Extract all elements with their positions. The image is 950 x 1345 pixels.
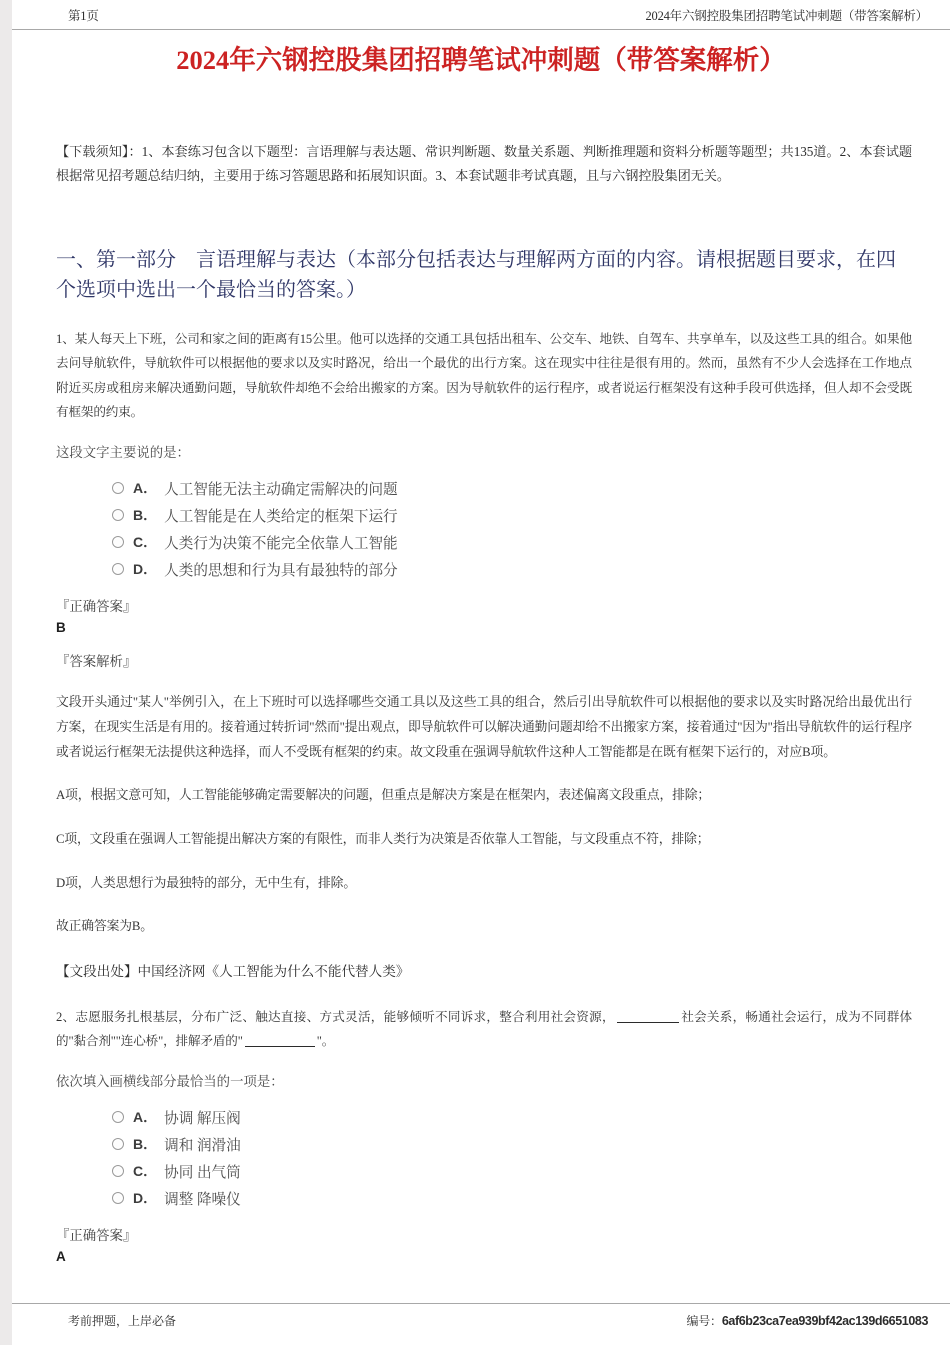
question-block bbox=[56, 1005, 912, 1267]
option-analysis-d: D项，人类思想行为最独特的部分，无中生有，排除。 bbox=[56, 875, 356, 890]
option-text: 人工智能是在人类给定的框架下运行 bbox=[164, 508, 398, 525]
option-analysis-c: C项，文段重在强调人工智能提出解决方案的有限性，而非人类行为决策是否依靠人工智能，与文段重点不符，排除； bbox=[56, 832, 710, 847]
radio-button-icon[interactable] bbox=[112, 1138, 124, 1150]
option-text: 调和 润滑油 bbox=[164, 1137, 241, 1154]
correct-answer-value: B bbox=[56, 619, 66, 635]
option-text: 人工智能无法主动确定需解决的问题 bbox=[164, 481, 398, 498]
option-row[interactable] bbox=[112, 1185, 912, 1212]
footer-serial bbox=[686, 1312, 928, 1329]
question-stem-part1: 2、志愿服务扎根基层，分布广泛、触达直接、方式灵活，能够倾听不同诉求，整合利用社会资源， bbox=[56, 1009, 615, 1024]
running-footer bbox=[12, 1303, 950, 1331]
option-letter: B． bbox=[133, 1136, 158, 1153]
fill-blank bbox=[245, 1046, 315, 1047]
header-document-name: 2024年六钢控股集团招聘笔试冲刺题（带答案解析） bbox=[645, 9, 928, 23]
option-row[interactable] bbox=[112, 1131, 912, 1158]
radio-button-icon[interactable] bbox=[112, 482, 124, 494]
option-text: 调整 降噪仪 bbox=[164, 1191, 241, 1208]
option-letter: D． bbox=[133, 1190, 158, 1207]
left-edge-strip bbox=[0, 0, 12, 1345]
option-row[interactable] bbox=[112, 556, 912, 583]
option-list bbox=[56, 475, 912, 583]
option-row[interactable] bbox=[112, 1104, 912, 1131]
download-notice: 【下载须知】：1、本套练习包含以下题型：言语理解与表达题、常识判断题、数量关系题、判断推理题和资料分析题等题型；共135道。2、本套试题根据常见招考题总结归纳，主要用于练习答题思路和拓展知识面。3、本套试题非考试真题，且与六钢控股集团无关。 bbox=[56, 144, 912, 184]
option-letter: D． bbox=[133, 561, 158, 578]
radio-button-icon[interactable] bbox=[112, 1111, 124, 1123]
option-row[interactable] bbox=[112, 529, 912, 556]
option-text: 协调 解压阀 bbox=[164, 1110, 241, 1127]
radio-button-icon[interactable] bbox=[112, 536, 124, 548]
answer-explanation: 文段开头通过"某人"举例引入，在上下班时可以选择哪些交通工具以及这些工具的组合，然后引出导航软件可以根据他的要求以及实时路况给出最优出行方案，在现实生活是有用的。接着通过转折词"然而"提出观点，即导航软件可以解决通勤问题却给不出搬家方案，接着通过"因为"指出导航软件的运行程序或者说运行框架无法提供这种选择，而人不受既有框架的约束。故文段重在强调导航软件这种人工智能都是在既有框架下运行的，对应B项。 bbox=[56, 694, 912, 759]
document-page bbox=[12, 0, 950, 1345]
radio-button-icon[interactable] bbox=[112, 1165, 124, 1177]
option-letter: C． bbox=[133, 1163, 158, 1180]
correct-answer-label: 『正确答案』 bbox=[56, 598, 137, 614]
radio-button-icon[interactable] bbox=[112, 509, 124, 521]
question-prompt: 这段文字主要说的是： bbox=[56, 445, 190, 461]
question-stem-part2: 社会关系，畅通社会运行，成为不同群体的"黏合剂""连心桥"，排解矛盾的" bbox=[56, 1009, 912, 1049]
radio-button-icon[interactable] bbox=[112, 1192, 124, 1204]
option-letter: A． bbox=[133, 480, 158, 497]
fill-blank bbox=[617, 1022, 679, 1023]
running-header bbox=[12, 0, 950, 30]
option-letter: A． bbox=[133, 1109, 158, 1126]
question-stem-part3: "。 bbox=[316, 1034, 335, 1049]
serial-label: 编号： bbox=[686, 1314, 722, 1328]
option-list bbox=[56, 1104, 912, 1212]
question-block bbox=[56, 327, 912, 983]
answer-conclusion: 故正确答案为B。 bbox=[56, 919, 153, 934]
option-text: 人类的思想和行为具有最独特的部分 bbox=[164, 562, 398, 579]
question-stem: 1、某人每天上下班，公司和家之间的距离有15公里。他可以选择的交通工具包括出租车、公交车、地铁、自驾车、共享单车，以及这些工具的组合。如果他去问导航软件，导航软件可以根据他的要求以及实时路况，给出一个最优的出行方案。这在现实中往往是很有用的。然而，虽然有不少人会选择在工作地点附近买房或租房来解决通勤问题，导航软件却绝不会给出搬家的方案。因为导航软件的运行程序，或者说运行框架没有这种手段可供选择，但人却不会受既有框架的约束。 bbox=[56, 331, 912, 420]
option-text: 人类行为决策不能完全依靠人工智能 bbox=[164, 535, 398, 552]
serial-value: 6af6b23ca7ea939bf42ac139d6651083 bbox=[721, 1314, 928, 1328]
passage-source: 【文段出处】中国经济网《人工智能为什么不能代替人类》 bbox=[56, 964, 410, 980]
page-title: 2024年六钢控股集团招聘笔试冲刺题（带答案解析） bbox=[176, 45, 786, 75]
option-letter: C． bbox=[133, 534, 158, 551]
option-letter: B． bbox=[133, 507, 158, 524]
option-analysis-a: A项，根据文意可知，人工智能能够确定需要解决的问题，但重点是解决方案是在框架内，表述偏离文段重点，排除； bbox=[56, 788, 711, 803]
radio-button-icon[interactable] bbox=[112, 563, 124, 575]
question-stem bbox=[56, 1005, 912, 1054]
option-text: 协同 出气筒 bbox=[164, 1164, 241, 1181]
option-row[interactable] bbox=[112, 475, 912, 502]
page-number-label: 第1页 bbox=[68, 9, 99, 23]
document-content bbox=[56, 140, 912, 1267]
correct-answer-label: 『正确答案』 bbox=[56, 1227, 137, 1243]
footer-slogan: 考前押题，上岸必备 bbox=[68, 1314, 177, 1328]
question-prompt: 依次填入画横线部分最恰当的一项是： bbox=[56, 1073, 284, 1089]
correct-answer-value: A bbox=[56, 1248, 66, 1264]
answer-analysis-label: 『答案解析』 bbox=[56, 653, 137, 669]
option-row[interactable] bbox=[112, 502, 912, 529]
section-heading: 一、第一部分 言语理解与表达（本部分包括表达与理解两方面的内容。请根据题目要求，在四个选项中选出一个最恰当的答案。） bbox=[56, 248, 896, 301]
option-row[interactable] bbox=[112, 1158, 912, 1185]
